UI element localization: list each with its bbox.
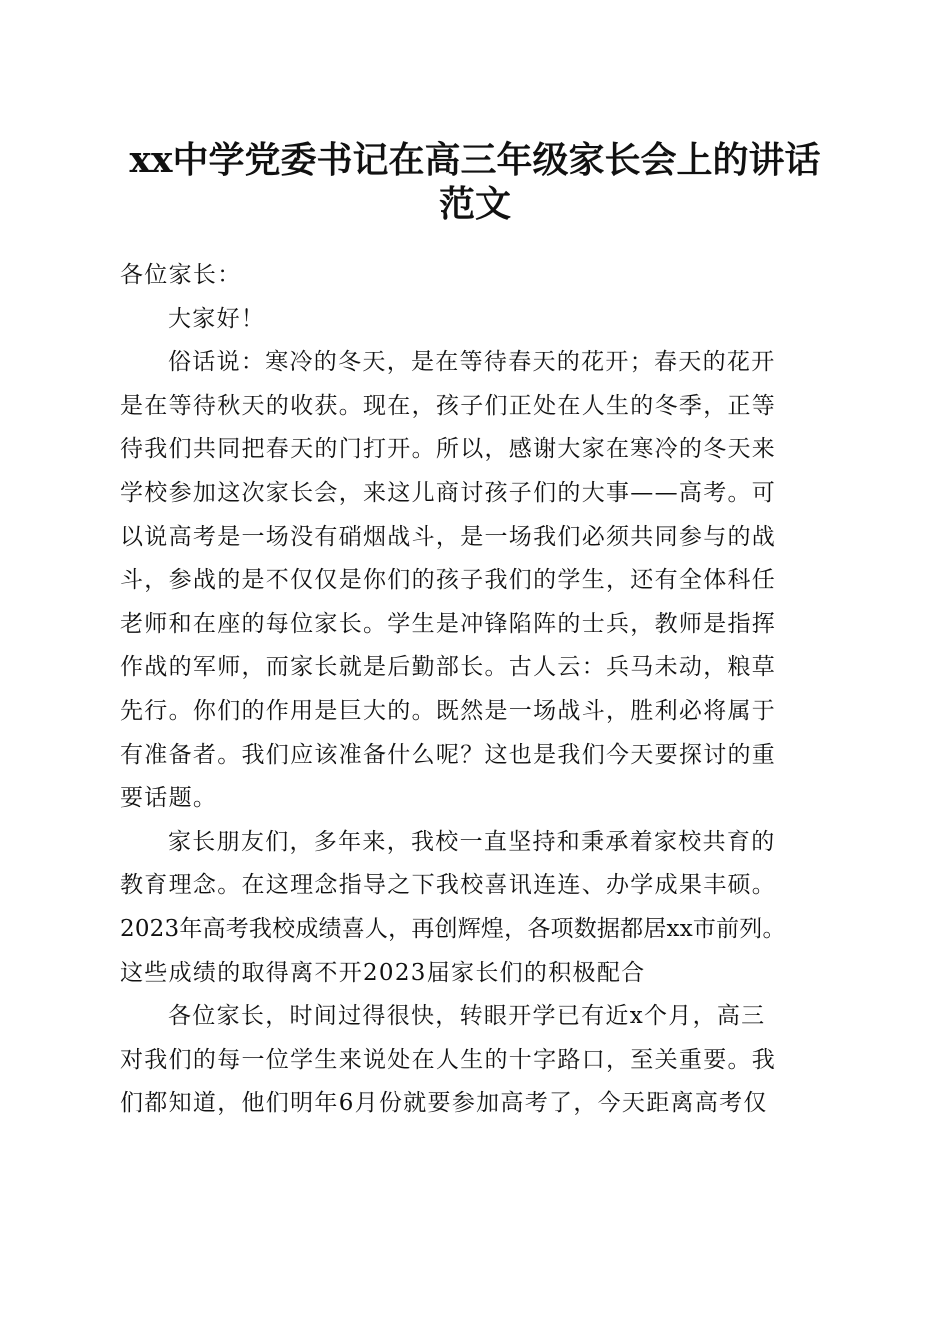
paragraph-line: 学校参加这次家长会，来这儿商讨孩子们的大事——高考。可 <box>120 479 777 506</box>
document-title <box>100 138 850 226</box>
paragraph-line: 先行。你们的作用是巨大的。既然是一场战斗，胜利必将属于 <box>120 697 777 724</box>
paragraph-1 <box>120 341 832 821</box>
paragraph-line: 2023年高考我校成绩喜人，再创辉煌，各项数据都居xx市前列。 <box>120 915 786 942</box>
title-line-1: xx中学党委书记在高三年级家长会上的讲话 <box>129 139 821 181</box>
paragraph-line: 教育理念。在这理念指导之下我校喜讯连连、办学成果丰硕。 <box>120 872 777 899</box>
document-body <box>120 254 832 1126</box>
paragraph-line: 家长朋友们，多年来，我校一直坚持和秉承着家校共育的 <box>168 828 776 855</box>
paragraph-line: 各位家长，时间过得很快，转眼开学已有近x个月，高三 <box>168 1003 766 1030</box>
paragraph-line: 待我们共同把春天的门打开。所以，感谢大家在寒冷的冬天来 <box>120 436 777 463</box>
paragraph-line: 这些成绩的取得离不开2023届家长们的积极配合 <box>120 959 646 986</box>
paragraph-line: 是在等待秋天的收获。现在，孩子们正处在人生的冬季，正等 <box>120 392 777 419</box>
title-line-2: 范文 <box>438 183 511 225</box>
paragraph-line: 作战的军师，而家长就是后勤部长。古人云：兵马未动，粮草 <box>120 654 777 681</box>
greeting: 大家好！ <box>168 305 266 332</box>
paragraph-3 <box>120 995 832 1126</box>
paragraph-2 <box>120 821 832 995</box>
paragraph-line: 斗，参战的是不仅仅是你们的孩子我们的学生，还有全体科任 <box>120 567 777 594</box>
paragraph-line: 们都知道，他们明年6月份就要参加高考了，今天距离高考仅 <box>120 1090 768 1117</box>
paragraph-line: 要话题。 <box>120 785 218 812</box>
paragraph-line: 有准备者。我们应该准备什么呢？这也是我们今天要探讨的重 <box>120 741 777 768</box>
paragraph-line: 以说高考是一场没有硝烟战斗，是一场我们必须共同参与的战 <box>120 523 777 550</box>
paragraph-line: 对我们的每一位学生来说处在人生的十字路口，至关重要。我 <box>120 1046 777 1073</box>
paragraph-line: 老师和在座的每位家长。学生是冲锋陷阵的士兵，教师是指挥 <box>120 610 777 637</box>
salutation: 各位家长： <box>120 262 242 288</box>
paragraph-line: 俗话说：寒冷的冬天，是在等待春天的花开；春天的花开 <box>168 349 776 376</box>
